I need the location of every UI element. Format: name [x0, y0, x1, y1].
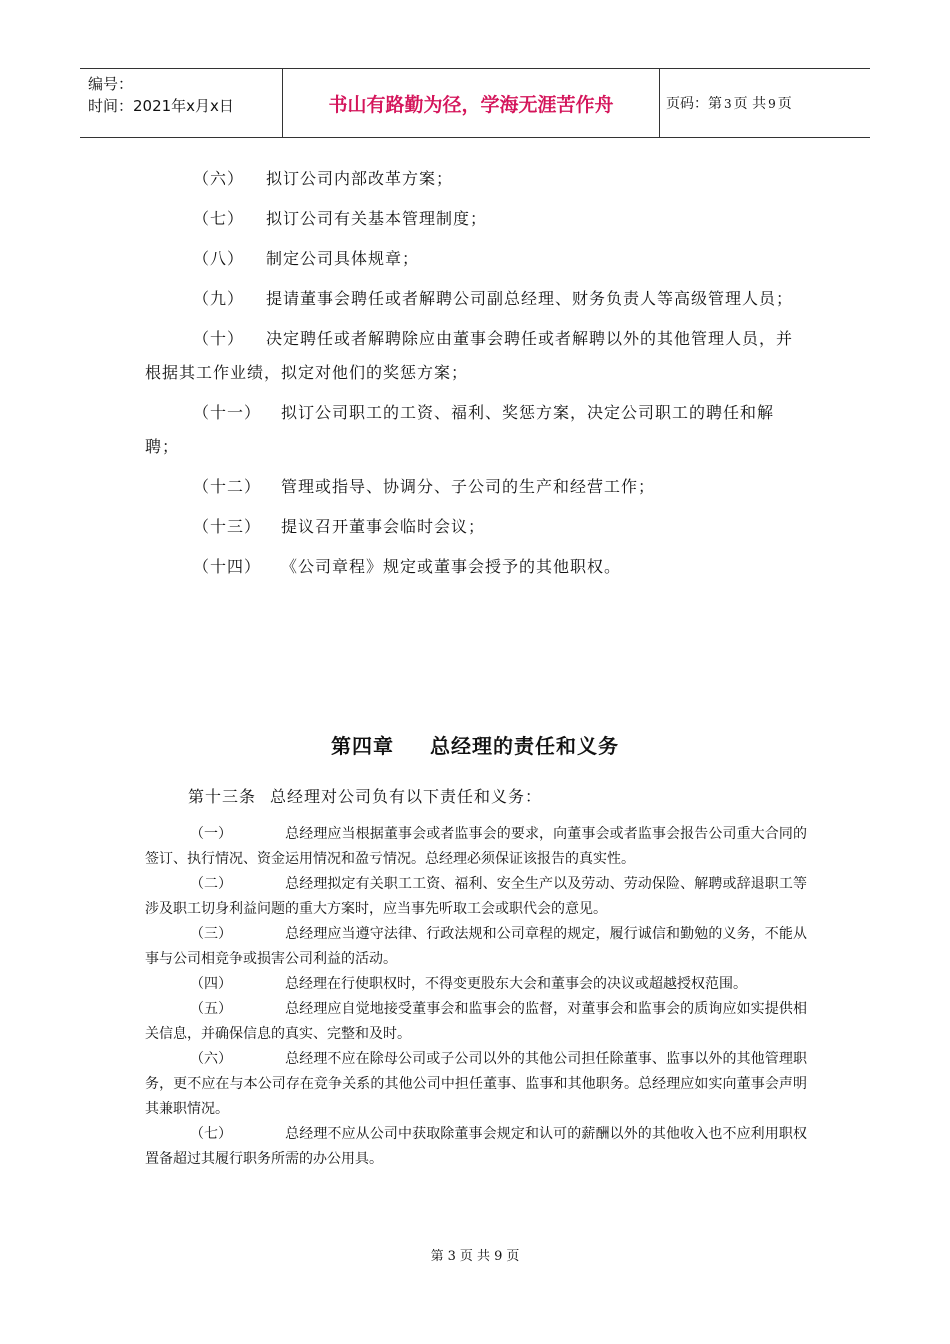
- power-item: [145, 322, 805, 390]
- duty-number: （七）: [190, 1126, 232, 1142]
- header-left-cell: [88, 73, 234, 117]
- header-page-info: [666, 93, 792, 113]
- duty-clause: [145, 1122, 807, 1172]
- power-item: [145, 282, 805, 316]
- footer-suffix: 页: [506, 1249, 520, 1264]
- power-number: （十三）: [193, 517, 262, 536]
- duty-clause: [145, 997, 807, 1047]
- duty-clause: [145, 922, 807, 972]
- duty-text: 总经理拟定有关职工工资、福利、安全生产以及劳动、劳动保险、解聘或辞退职工等涉及职工切身利益问题的重大方案时，应当事先听取工会或职代会的意见。: [145, 876, 807, 917]
- duty-number: （一）: [190, 826, 232, 842]
- power-text: 拟订公司内部改革方案；: [266, 169, 454, 188]
- power-text: 《公司章程》规定或董事会授予的其他职权。: [281, 557, 622, 576]
- power-number: （六）: [193, 169, 245, 188]
- power-text: 决定聘任或者解聘除应由董事会聘任或者解聘以外的其他管理人员，并根据其工作业绩，拟定对他们的奖惩方案；: [145, 329, 794, 382]
- chapter-number: 第四章: [331, 734, 394, 758]
- power-text: 提请董事会聘任或者解聘公司副总经理、财务负责人等高级管理人员；: [266, 289, 794, 308]
- duty-text: 总经理应当遵守法律、行政法规和公司章程的规定，履行诚信和勤勉的义务，不能从事与公司相竞争或损害公司利益的活动。: [145, 926, 807, 967]
- duty-text: 总经理不应从公司中获取除董事会规定和认可的薪酬以外的其他收入也不应利用职权置备超过其履行职务所需的办公用具。: [145, 1126, 807, 1167]
- power-text: 管理或指导、协调分、子公司的生产和经营工作；: [281, 477, 656, 496]
- duty-number: （六）: [190, 1051, 232, 1067]
- power-number: （七）: [193, 209, 245, 228]
- duty-number: （五）: [190, 1001, 232, 1017]
- power-item: [145, 470, 805, 504]
- power-number: （十二）: [193, 477, 262, 496]
- power-text: 拟订公司职工的工资、福利、奖惩方案，决定公司职工的聘任和解聘；: [145, 403, 775, 456]
- document-number-label: 编号：: [88, 75, 134, 93]
- duty-clause: [145, 872, 807, 922]
- power-number: （十）: [193, 329, 245, 348]
- power-item: [145, 510, 805, 544]
- footer-mid: 页 共: [459, 1249, 491, 1264]
- footer-prefix: 第: [430, 1249, 444, 1264]
- power-number: （十一）: [193, 403, 262, 422]
- powers-list: [145, 162, 805, 590]
- article-heading: [188, 784, 542, 807]
- duty-clause: [145, 972, 807, 997]
- chapter-heading: [0, 730, 950, 759]
- duty-number: （二）: [190, 876, 232, 892]
- article-text: 总经理对公司负有以下责任和义务：: [270, 787, 543, 806]
- duty-clause: [145, 1047, 807, 1122]
- page-header: [80, 68, 870, 138]
- header-motto: 书山有路勤为径，学海无涯苦作舟: [282, 69, 660, 137]
- page-footer: [0, 1245, 950, 1264]
- power-item: [145, 550, 805, 584]
- article-number: 第十三条: [188, 787, 257, 806]
- page-current: 3: [724, 97, 732, 111]
- chapter-title: 总经理的责任和义务: [430, 734, 619, 758]
- power-item: [145, 162, 805, 196]
- page-end: 页: [777, 96, 792, 112]
- power-number: （八）: [193, 249, 245, 268]
- duty-number: （四）: [190, 976, 232, 992]
- document-time-label: 时间：2021年x月x日: [88, 97, 234, 115]
- power-text: 拟订公司有关基本管理制度；: [266, 209, 488, 228]
- footer-current: 3: [447, 1249, 456, 1264]
- power-item: [145, 242, 805, 276]
- power-item: [145, 202, 805, 236]
- power-number: （十四）: [193, 557, 262, 576]
- duty-text: 总经理应自觉地接受董事会和监事会的监督，对董事会和监事会的质询应如实提供相关信息，并确保信息的真实、完整和及时。: [145, 1001, 807, 1042]
- page-total: 9: [768, 97, 776, 111]
- duty-clause: [145, 822, 807, 872]
- duty-text: 总经理在行使职权时，不得变更股东大会和董事会的决议或超越授权范围。: [285, 976, 747, 992]
- duties-list: [145, 822, 807, 1172]
- footer-total: 9: [494, 1249, 503, 1264]
- duty-text: 总经理不应在除母公司或子公司以外的其他公司担任除董事、监事以外的其他管理职务，更不应在与本公司存在竞争关系的其他公司中担任董事、监事和其他职务。总经理应如实向董事会声明其兼职情况。: [145, 1051, 807, 1117]
- duty-text: 总经理应当根据董事会或者监事会的要求，向董事会或者监事会报告公司重大合同的签订、执行情况、资金运用情况和盈亏情况。总经理必须保证该报告的真实性。: [145, 826, 807, 867]
- power-text: 制定公司具体规章；: [266, 249, 420, 268]
- page-mid: 页 共: [733, 96, 767, 112]
- page-label: 页码：第: [666, 96, 722, 112]
- power-text: 提议召开董事会临时会议；: [281, 517, 486, 536]
- power-number: （九）: [193, 289, 245, 308]
- power-item: [145, 396, 805, 464]
- duty-number: （三）: [190, 926, 232, 942]
